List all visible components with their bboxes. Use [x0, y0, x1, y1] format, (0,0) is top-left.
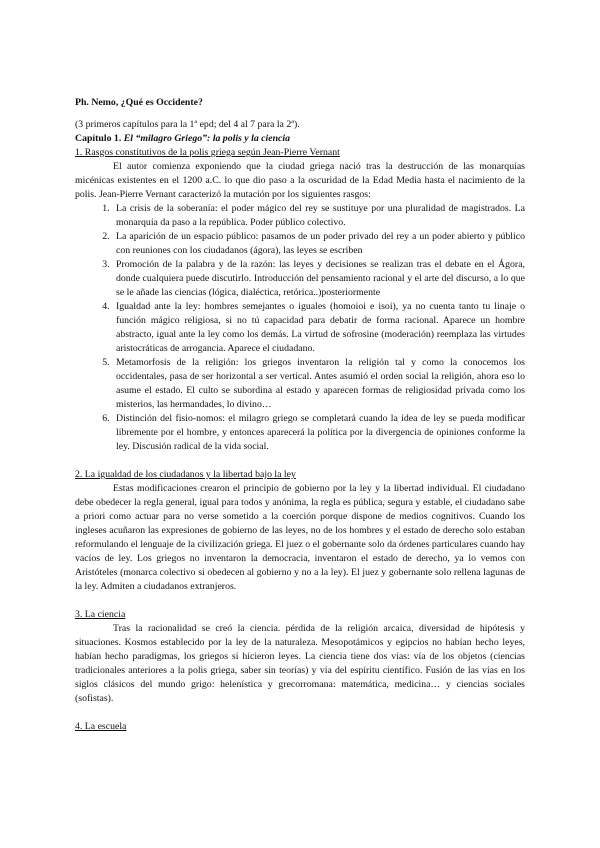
section-paragraph: Estas modificaciones crearon el principio de gobierno por la ley y la libertad individual. El ciudadano debe obedecer la regla general, igual para todos y anónima, la regla es pública, segura y estable, el ciudadano sabe a priori como actuar para no verse sometido a la coerción porque dispone de medios cognitivos. Cuando los ingleses acuñaron las expresiones de gobierno de las leyes, no de los hombres y el estado de derecho solo estaban reformulando el lenguaje de la civilización griega. El juez o el gobernante solo da órdenes particulares cuando hay vacíos de ley. Los griegos no inventaron la democracia, inventaron el estado de derecho, ya lo vemos con Aristóteles (monarca colectivo si obedecen al gobierno y no a la ley). El juez y gobernante solo rellena lagunas de la ley. Admiten a ciudadanos extranjeros. [75, 483, 525, 592]
list-item: 1. La crisis de la soberanía: el poder mágico del rey se sustituye por una pluralidad de magistrados. La monarquía da paso a la república. Poder público colectivo. [112, 202, 525, 230]
document-subtitle: (3 primeros capítulos para la 1ª epd; del 4 al 7 para la 2ª). [75, 119, 300, 130]
list-item: 5. Metamorfosis de la religión: los griegos inventaron la religión tal y como la conocemos los occidentales, pasa de ser horizontal a ser vertical. Antes asumió el orden social la religión, ahora eso lo asume el estado. El culto se subordina al estado y aparecen formas de religiosidad privada como los misterios, las hermandades, lo divino… [112, 356, 525, 412]
section-4 [75, 720, 525, 734]
section-paragraph: Tras la racionalidad se creó la ciencia. pérdida de la religión arcaica, diversidad de hipótesis y situaciones. Kosmos establecido por la ley de la naturaleza. Mesopotámicos y egipcios no habían hecho leyes, habían hecho paradigmas, los griegos sí hicieron leyes. La ciencia tiene dos vías: vía de los objetos (ciencias tradicionales anteriores a la polis griega, saber sin teorías) y vía del espíritu científico. Fusión de las vías en los siglos clásicos del mundo grigo: helenística y grecorromana: matemática, medicina… y ciencias sociales (sofistas). [75, 623, 525, 704]
list-item: 6. Distinción del fisio-nomos: el milagro griego se completará cuando la idea de ley se pueda modificar libremente por el hombre, y entonces aparecerá la política por la divergencia de opiniones conforme la ley. Discusión radical de la vida social. [112, 412, 525, 454]
section-paragraph: El autor comienza exponiendo que la ciudad griega nació tras la destrucción de las monarquías micénicas existentes en el 1200 a.C. lo que dio paso a la oscuridad de la Edad Media hasta el nacimiento de la polis. Jean-Pierre Vernant caracterizó la mutación por los siguientes rasgos: [75, 161, 525, 200]
section-2 [75, 468, 525, 594]
chapter-heading [75, 132, 525, 146]
list-item: 2. La aparición de un espacio público: pasamos de un poder privado del rey a un poder abierto y público con reuniones con los ciudadanos (ágora), las leyes se escriben [112, 230, 525, 258]
list-item: 3. Promoción de la palabra y de la razón: las leyes y decisiones se realizan tras el debate en el Ágora, donde cualquiera puede discutirlo. Introducción del pensamiento racional y el arte del discurso, a lo que se le añade las ciencias (lógica, dialéctica, retórica..)posteriormente [112, 258, 525, 300]
document-title: Ph. Nemo, ¿Qué es Occidente? [75, 97, 203, 108]
chapter-label: Capítulo 1. [75, 133, 122, 144]
section-heading: 1. Rasgos constitutivos de la polis griega según Jean-Pierre Vernant [75, 147, 340, 158]
section-1 [75, 146, 525, 454]
section-heading: 4. La escuela [75, 721, 127, 732]
section-heading: 3. La ciencia [75, 609, 126, 620]
document-page [75, 96, 525, 734]
chapter-title: El “milagro Griego”: la polis y la ciencia [123, 133, 290, 144]
rasgos-list [75, 202, 525, 454]
section-heading: 2. La igualdad de los ciudadanos y la libertad bajo la ley [75, 469, 296, 480]
list-item: 4. Igualdad ante la ley: hombres semejantes o iguales (homoioi e isoi), ya no cuenta tanto tu linaje o función mágico religiosa, si no tú capacidad para debatir de forma racional. Aparece un hombre abstracto, igual ante la ley como los demás. La virtud de sofrosine (moderación) reemplaza las virtudes aristocráticas de arrogancia. Aparece el ciudadano. [112, 300, 525, 356]
section-3 [75, 608, 525, 706]
